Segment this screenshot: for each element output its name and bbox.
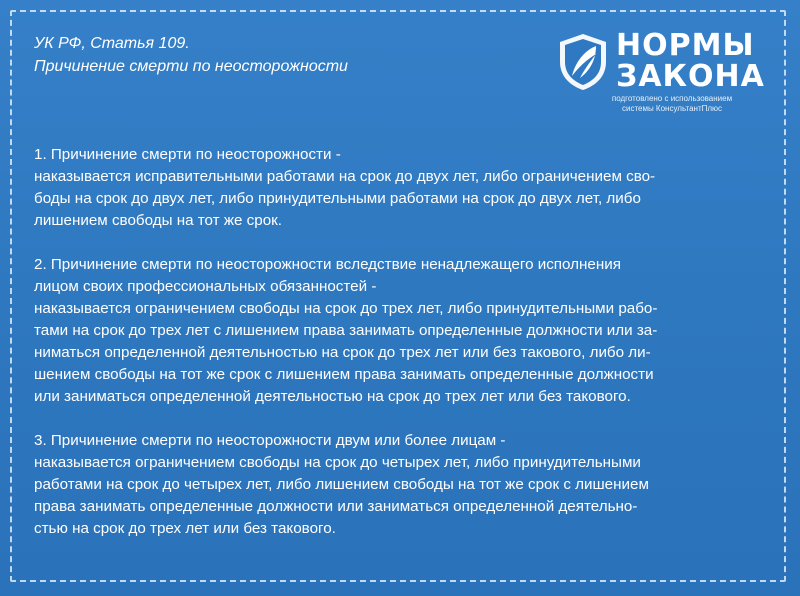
paragraph-2 xyxy=(34,254,774,408)
article-header xyxy=(34,32,348,78)
paragraph-3 xyxy=(34,430,774,540)
logo-title-line1: НОРМЫ xyxy=(616,28,755,63)
paragraph-line: работами на срок до четырех лет, либо лишением свободы на тот же срок с лишением xyxy=(34,476,649,493)
paragraph-line: шением свободы на тот же срок с лишением права занимать определенные должности xyxy=(34,366,654,383)
paragraph-line: 2. Причинение смерти по неосторожности вследствие ненадлежащего исполнения xyxy=(34,256,621,273)
logo-subtitle xyxy=(582,94,762,114)
shield-feather-icon xyxy=(556,32,610,92)
paragraph-line: или заниматься определенной деятельностью на срок до трех лет или без такового. xyxy=(34,388,631,405)
paragraph-line: стью на срок до трех лет или без такового. xyxy=(34,520,336,537)
article-title: Причинение смерти по неосторожности xyxy=(34,58,348,75)
paragraph-line: 3. Причинение смерти по неосторожности двум или более лицам - xyxy=(34,432,506,449)
paragraph-line: права занимать определенные должности или заниматься определенной деятельно- xyxy=(34,498,638,515)
paragraph-line: 1. Причинение смерти по неосторожности - xyxy=(34,146,341,163)
paragraph-line: ниматься определенной деятельностью на срок до трех лет или без такового, либо ли- xyxy=(34,344,651,361)
paragraph-line: лицом своих профессиональных обязанностей - xyxy=(34,278,377,295)
paragraph-1 xyxy=(34,144,774,232)
article-reference: УК РФ, Статья 109. xyxy=(34,35,190,52)
logo-title xyxy=(616,30,765,92)
paragraph-line: тами на срок до трех лет с лишением права занимать определенные должности или за- xyxy=(34,322,658,339)
paragraph-line: наказывается ограничением свободы на срок до трех лет, либо принудительными рабо- xyxy=(34,300,658,317)
paragraph-line: наказывается ограничением свободы на срок до четырех лет, либо принудительными xyxy=(34,454,641,471)
logo-subtitle-line2: системы КонсультантПлюс xyxy=(621,104,723,113)
paragraph-line: боды на срок до двух лет, либо принудительными работами на срок до двух лет, либо xyxy=(34,190,641,207)
logo-title-line2: ЗАКОНА xyxy=(616,59,765,94)
brand-logo xyxy=(556,26,776,122)
paragraph-line: наказывается исправительными работами на срок до двух лет, либо ограничением сво- xyxy=(34,168,656,185)
logo-subtitle-line1: подготовлено с использованием xyxy=(611,94,733,103)
article-body xyxy=(34,144,774,540)
paragraph-line: лишением свободы на тот же срок. xyxy=(34,212,283,229)
